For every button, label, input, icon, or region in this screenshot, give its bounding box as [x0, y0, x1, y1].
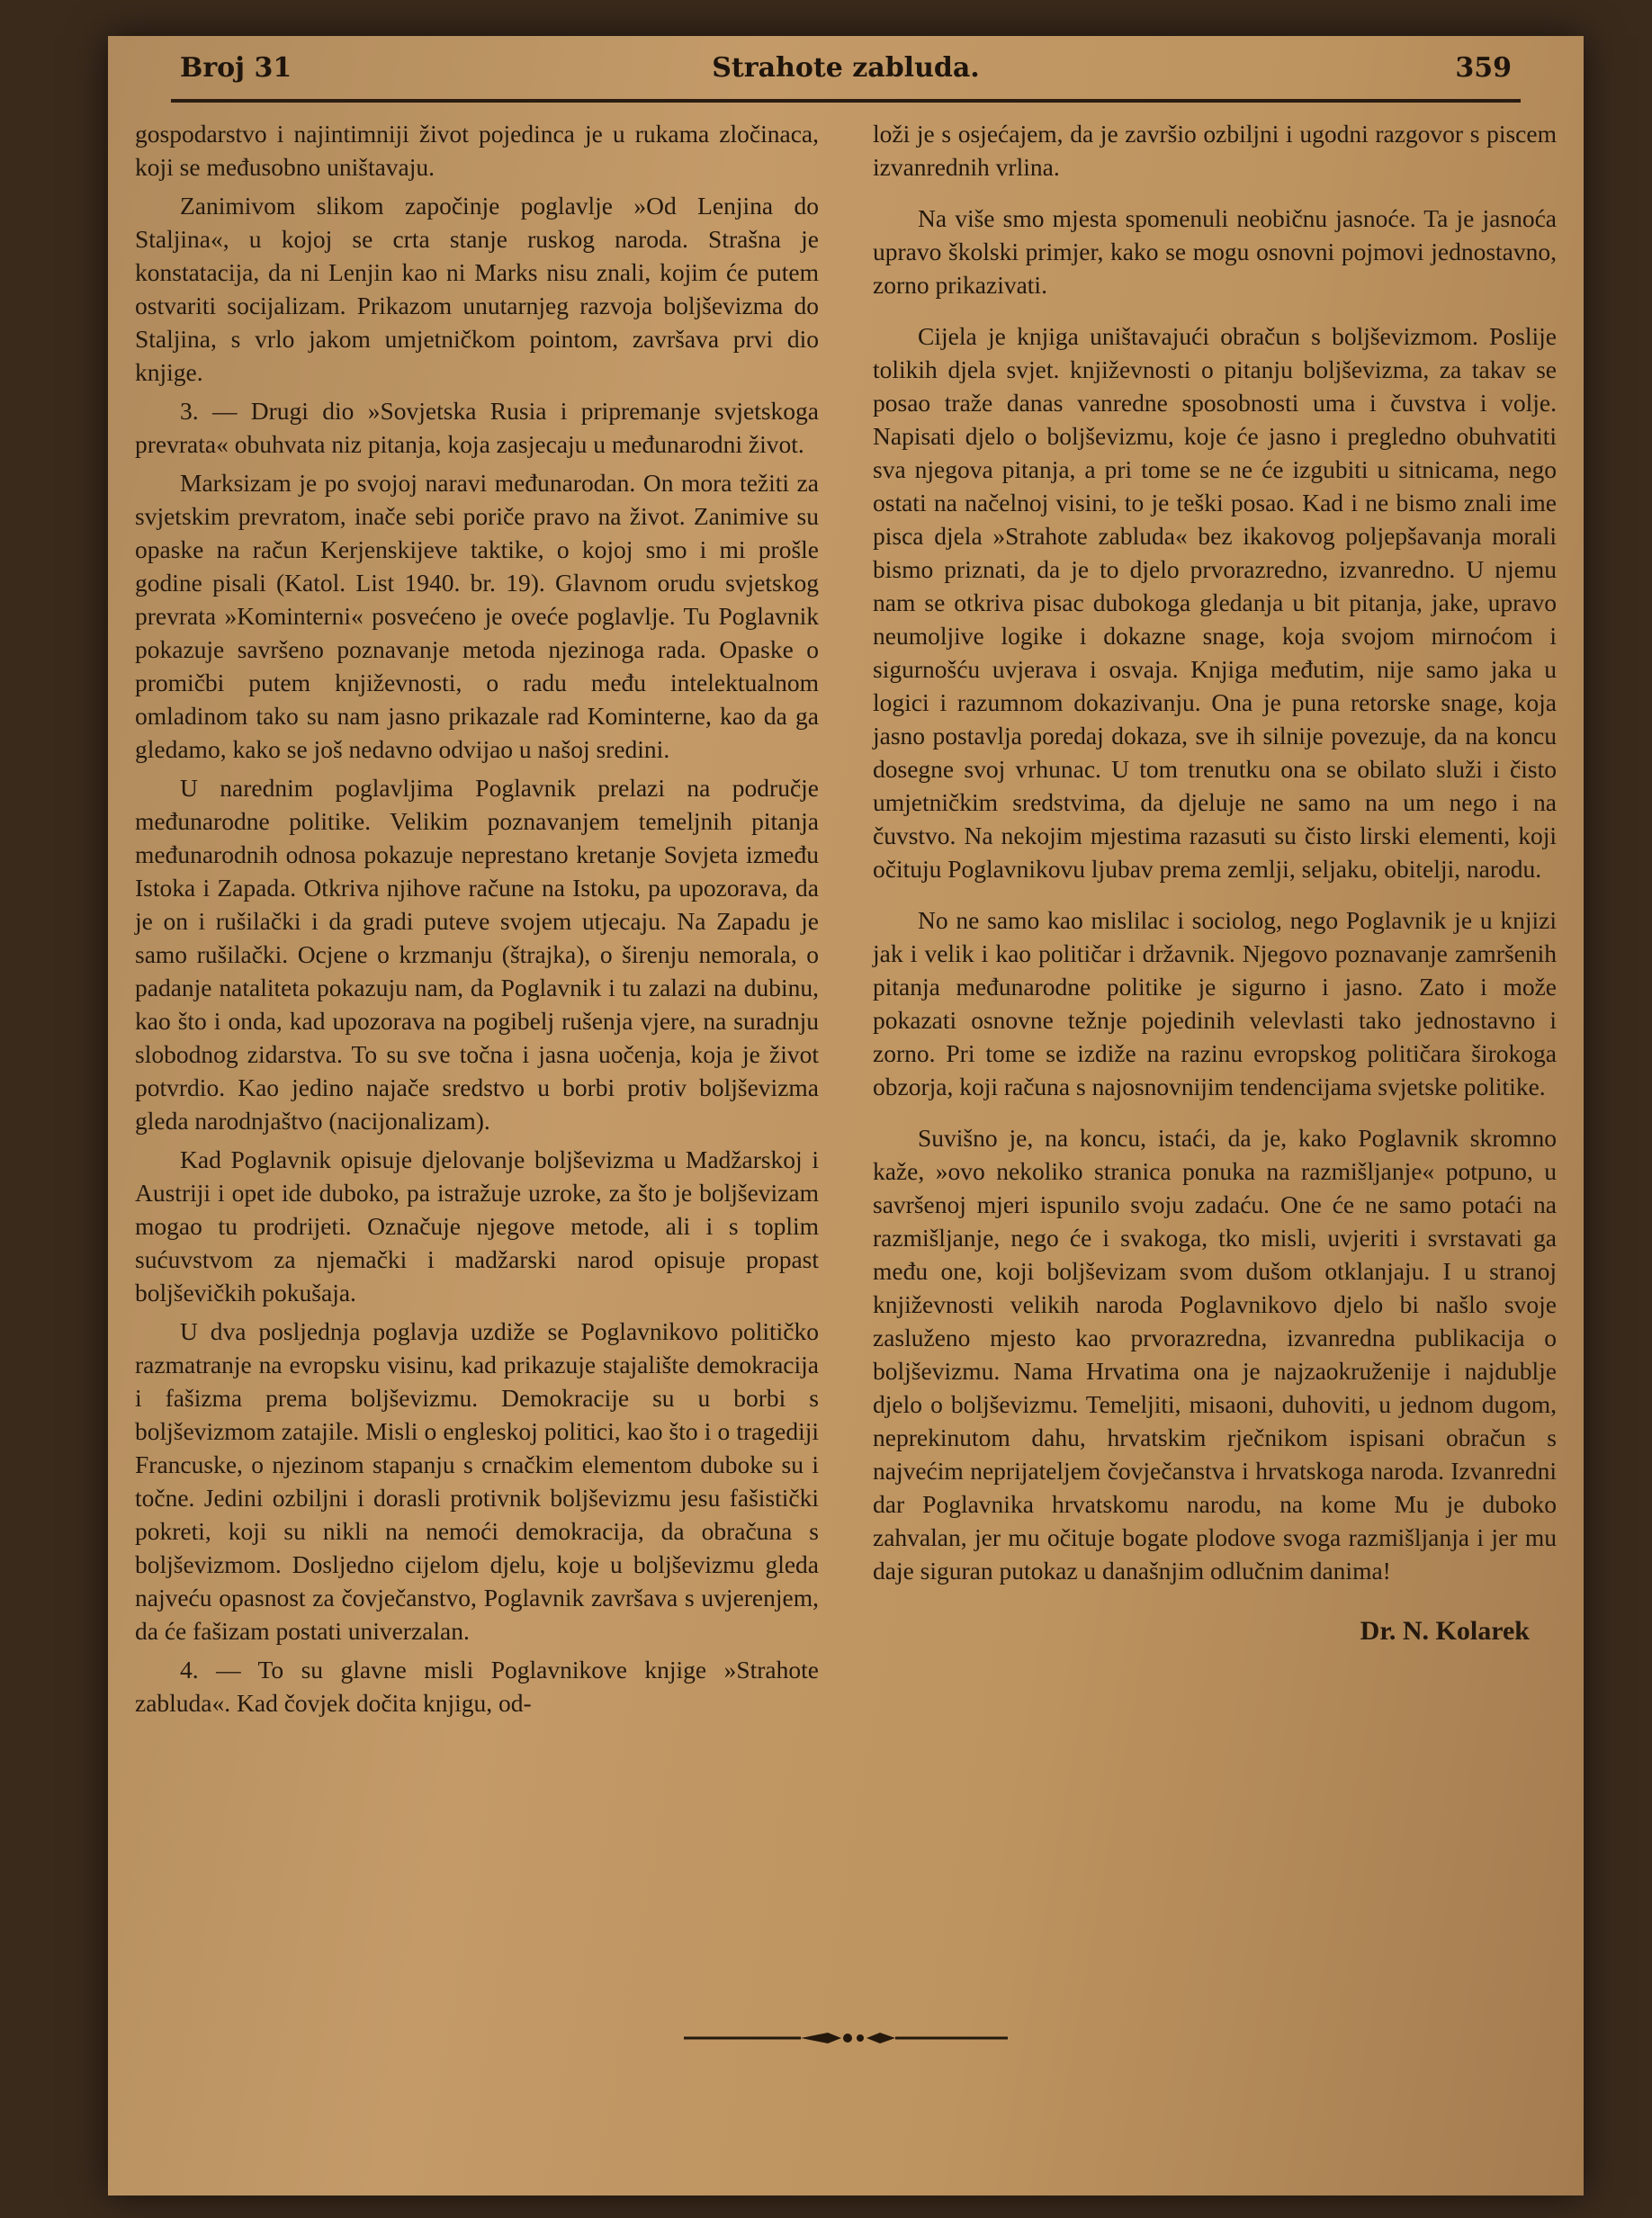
newspaper-page: [108, 36, 1584, 2196]
paragraph: U narednim poglavljima Poglavnik prelazi na područje međunarodne politike. Velikim poznavanjem temeljnih pitanja međunarodnih odnosa pokazuje neprestano kretanje Sovjeta između Istoka i Zapada. Otkriva njihove račune na Istoku, pa upozorava, da je on i rušilački i da gradi puteve svojem utjecaju. Na Zapadu je samo rušilački. Ocjene o krzmanju (štrajka), o širenju nemorala, o padanje nataliteta pokazuju nam, da Poglavnik i tu zalazi na dubinu, kao što i onda, kad upozorava na pogibelj rušenja vjere, na suradnju slobodnog zidarstva. To su sve točna i jasna uočenja, koja je život potvrdio. Kao jedino najače sredstvo u borbi protiv boljševizma gleda narodnjaštvo (nacijonalizam).: [135, 774, 819, 1135]
left-column: [135, 117, 819, 1725]
page-header: [171, 45, 1521, 103]
paragraph: 4. — To su glavne misli Poglavnikove knjige »Strahote zabluda«. Kad čovjek dočita knjigu, od-: [135, 1656, 819, 1717]
paragraph: Marksizam je po svojoj naravi međunarodan. On mora težiti za svjetskim prevratom, inače sebi poriče pravo na život. Zanimive su opaske na račun Kerjenskijeve taktike, o kojoj smo i mi prošle godine pisali (Katol. List 1940. br. 19). Glavnom orudu svjetskog prevrata »Kominterni« posvećeno je oveće poglavlje. Tu Poglavnik pokazuje savršeno poznavanje metoda njezinoga rada. Opaske o promičbi putem književnosti, o radu među intelektualnom omladinom tako su nam jasno prikazale rad Kominterne, kao da ga gledamo, kako se još nedavno odvijao u našoj sredini.: [135, 469, 819, 763]
paragraph: Na više smo mjesta spomenuli neobičnu jasnoće. Ta je jasnoća upravo školski primjer, kako se mogu osnovni pojmovi jednostavno, zorno prikazivati.: [873, 204, 1557, 299]
paragraph: 3. — Drugi dio »Sovjetska Rusia i pripremanje svjetskoga prevrata« obuhvata niz pitanja, koja zasjecaju u međunarodni život.: [135, 397, 819, 458]
issue-number: Broj 31: [180, 52, 292, 84]
author-signature: Dr. N. Kolarek: [1360, 1616, 1530, 1646]
right-column: [873, 117, 1557, 1648]
paragraph: loži je s osjećajem, da je završio ozbiljni i ugodni razgovor s piscem izvanrednih vrlina.: [873, 120, 1557, 181]
paragraph: No ne samo kao mislilac i sociolog, nego Poglavnik je u knjizi jak i velik i kao političar i državnik. Njegovo poznavanje zamršenih pitanja međunarodne politike je sigurno i jasno. Zato i može pokazati osnovne težnje pojedinih velevlasti tako jednostavno i zorno. Pri tome se izdiže na razinu evropskog političara širokoga obzorja, koji računa s najosnovnijim tendencijama svjetske politike.: [873, 906, 1557, 1100]
paragraph: gospodarstvo i najintimniji život pojedinca je u rukama zločinaca, koji se međusobno uništavaju.: [135, 120, 819, 181]
decorative-divider-icon: [684, 2025, 1008, 2052]
paragraph: Zanimivom slikom započinje poglavlje »Od Lenjina do Staljina«, u kojoj se crta stanje ruskog naroda. Strašna je konstatacija, da ni Lenjin kao ni Marks nisu znali, kojim će putem ostvariti socijalizam. Prikazom unutarnjeg razvoja boljševizma do Staljina, s vrlo jakom umjetničkom pointom, završava prvi dio knjige.: [135, 192, 819, 386]
paragraph: Cijela je knjiga uništavajući obračun s boljševizmom. Poslije tolikih djela svjet. književnosti o pitanju boljševizma, za takav se posao traže danas vanredne sposobnosti uma i čuvstva i volje. Napisati djelo o boljševizmu, koje će jasno i pregledno obuhvatiti sva njegova pitanja, a pri tome se ne će izgubiti u sitnicama, nego ostati na načelnoj visini, to je teški posao. Kad i ne bismo znali ime pisca djela »Strahote zabluda« bez ikakovog poljepšavanja morali bismo priznati, da je to djelo prvorazredno, izvanredno. U njemu nam se otkriva pisac dubokoga gledanja u bit pitanja, jake, upravo neumoljive logike i dokazne snage, koja svojom mirnoćom i sigurnošću uvjerava i osvaja. Knjiga međutim, nije samo jaka u logici i razumnom dokazivanju. Ona je puna retorske snage, koja jasno postavlja poredaj dokaza, sve ih silnije povezuje, da na koncu dosegne svoj vrhunac. U tom trenutku ona se obilato služi i čisto umjetničkim sredstvima, da djeluje ne samo na um nego i na čuvstvo. Na nekojim mjestima razasuti su čisto lirski elementi, koji očituju Poglavnikovu ljubav prema zemlji, seljaku, obitelji, narodu.: [873, 322, 1557, 883]
paragraph: U dva posljednja poglavja uzdiže se Poglavnikovo političko razmatranje na evropsku visinu, kad prikazuje stajalište demokracija i fašizma prema boljševizmu. Demokracije su u borbi s boljševizmom zatajile. Misli o engleskoj politici, kao što i o tragediji Francuske, o njezinom stapanju s crnačkim elementom duboke su i točne. Jedini ozbiljni i dorasli protivnik boljševizmu jesu fašistički pokreti, koji su nikli na nemoći demokracija, da obračuna s boljševizmom. Dosljedno cijelom djelu, koje u boljševizmu gleda najveću opasnost za čovječanstvo, Poglavnik završava s uvjerenjem, da će fašizam postati univerzalan.: [135, 1317, 819, 1645]
paragraph: Suvišno je, na koncu, istaći, da je, kako Poglavnik skromno kaže, »ovo nekoliko stranica ponuka na razmišljanje« potpuno, u savršenoj mjeri ispunilo svoju zadaću. One će ne samo potaći na razmišljanje, nego će i svakoga, tko misli, uvjeriti i svrstavati ga među one, koji boljševizam svom dušom otklanjaju. I u stranoj književnosti velikih naroda Poglavnikovo djelo bi našlo svoje zasluženo mjesto kao prvorazredna, izvanredna publikacija o boljševizmu. Nama Hrvatima ona je najzaokruženije i najdublje djelo o boljševizmu. Temeljiti, misaoni, duhoviti, u jednom dugom, neprekinutom dahu, hrvatskim rječnikom ispisani obračun s najvećim neprijateljem čovječanstva i hrvatskoga naroda. Izvanredni dar Poglavnika hrvatskomu narodu, na kome Mu je duboko zahvalan, jer mu očituje bogate plodove svoga razmišljanja i jer mu daje siguran putokaz u današnjim odlučnim danima!: [873, 1124, 1557, 1585]
paragraph: Kad Poglavnik opisuje djelovanje boljševizma u Madžarskoj i Austriji i opet ide duboko, pa istražuje uzroke, za što je boljševizam mogao tu prodrijeti. Označuje njegove metode, ali i s toplim sućuvstvom za njemački i madžarski narod opisuje propast boljševičkih pokušaja.: [135, 1145, 819, 1307]
running-title: Strahote zabluda.: [712, 52, 980, 84]
page-number: 359: [1455, 52, 1512, 84]
